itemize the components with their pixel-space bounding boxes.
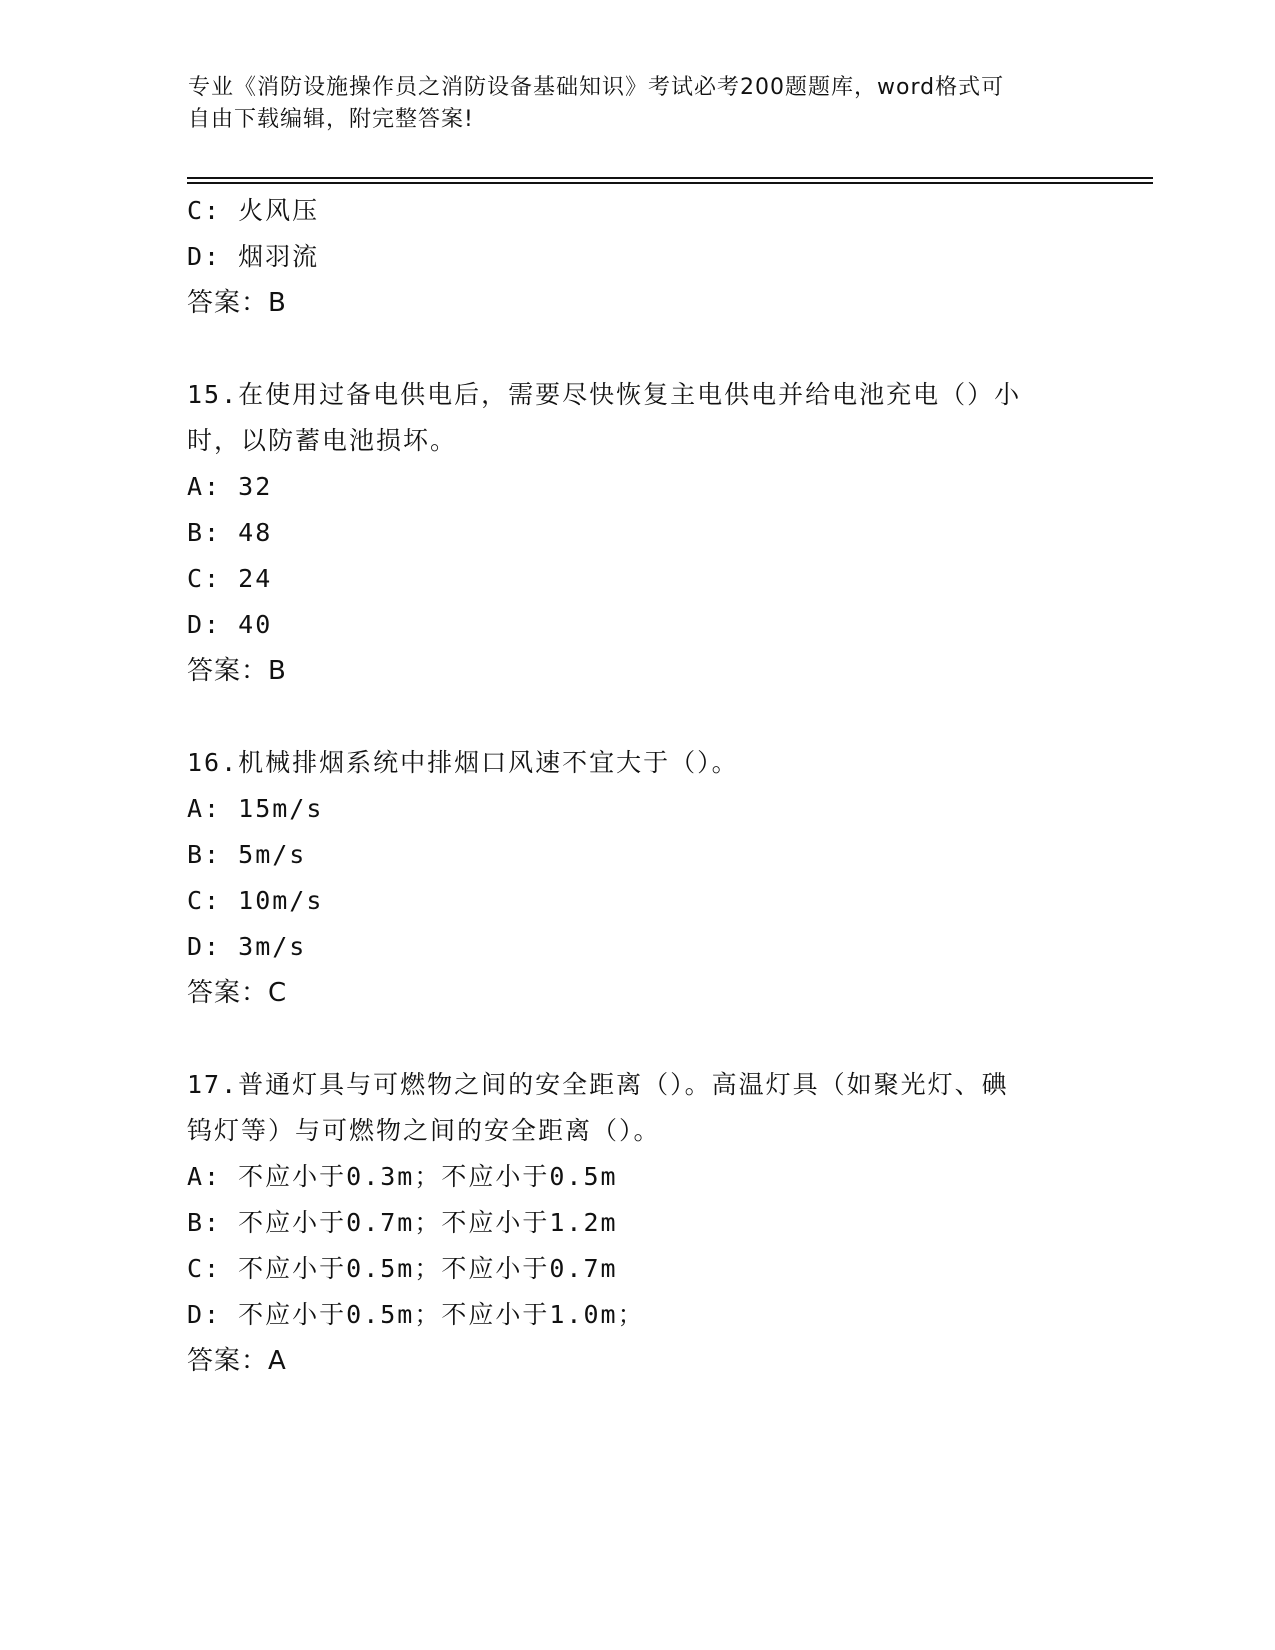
option-b: B: 5m/s bbox=[187, 840, 307, 869]
question-text-line: 时，以防蓄电池损坏。 bbox=[187, 426, 458, 455]
question-15 bbox=[187, 372, 1087, 694]
document-header bbox=[188, 72, 1078, 136]
option-c: C: 24 bbox=[187, 564, 273, 593]
question-text-line: 15.在使用过备电供电后，需要尽快恢复主电供电并给电池充电（）小 bbox=[187, 380, 1022, 409]
question-16 bbox=[187, 740, 1087, 1016]
option-a: A: 15m/s bbox=[187, 794, 324, 823]
header-title-line-2: 自由下载编辑，附完整答案! bbox=[188, 107, 474, 132]
option-d: D: 40 bbox=[187, 610, 273, 639]
option-c: C: 火风压 bbox=[187, 196, 320, 225]
answer-line: 答案：A bbox=[187, 1346, 287, 1376]
answer-line: 答案：C bbox=[187, 978, 288, 1008]
option-b: B: 48 bbox=[187, 518, 273, 547]
header-divider-bottom bbox=[187, 182, 1153, 184]
option-d: D: 不应小于0.5m；不应小于1.0m； bbox=[187, 1300, 645, 1329]
header-title-line-1: 专业《消防设施操作员之消防设备基础知识》考试必考200题题库，word格式可 bbox=[188, 75, 1005, 100]
question-text-line: 17.普通灯具与可燃物之间的安全距离（）。高温灯具（如聚光灯、碘 bbox=[187, 1070, 1009, 1099]
option-b: B: 不应小于0.7m；不应小于1.2m bbox=[187, 1208, 618, 1237]
option-d: D: 3m/s bbox=[187, 932, 307, 961]
header-divider-top bbox=[187, 177, 1153, 179]
option-a: A: 32 bbox=[187, 472, 273, 501]
answer-line: 答案：B bbox=[187, 656, 287, 686]
question-17 bbox=[187, 1062, 1087, 1384]
option-d: D: 烟羽流 bbox=[187, 242, 320, 271]
option-c: C: 不应小于0.5m；不应小于0.7m bbox=[187, 1254, 618, 1283]
option-a: A: 不应小于0.3m；不应小于0.5m bbox=[187, 1162, 618, 1191]
option-c: C: 10m/s bbox=[187, 886, 324, 915]
answer-line: 答案：B bbox=[187, 288, 287, 318]
question-text-line: 钨灯等）与可燃物之间的安全距离（）。 bbox=[187, 1116, 661, 1145]
question-content bbox=[187, 188, 1087, 1384]
question-text-line: 16.机械排烟系统中排烟口风速不宜大于（）。 bbox=[187, 748, 739, 777]
